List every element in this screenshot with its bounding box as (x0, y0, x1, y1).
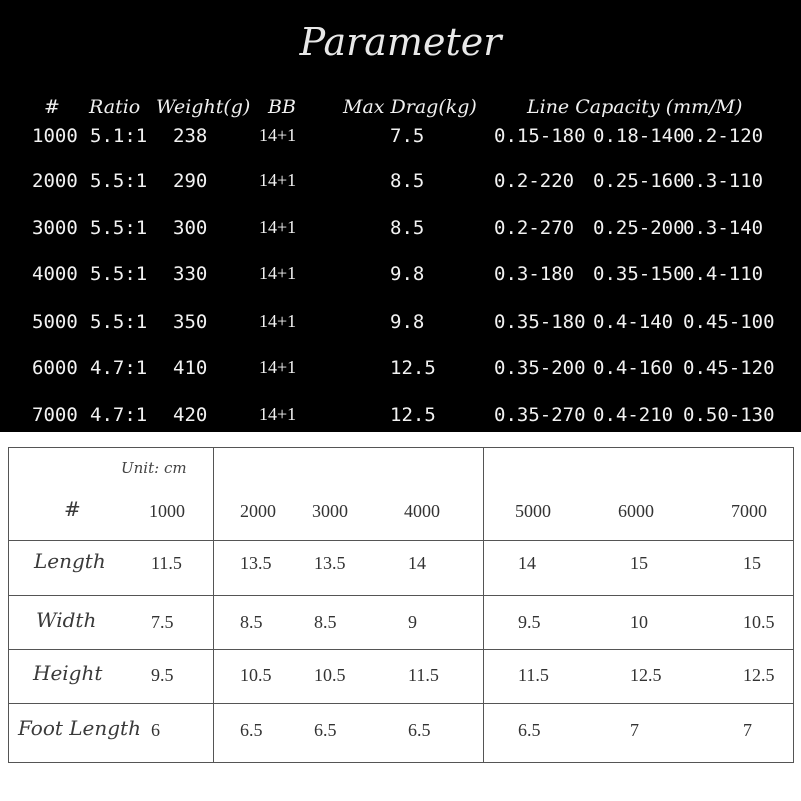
ratio-cell: 4.7:1 (90, 357, 148, 379)
dimension-table (8, 447, 794, 763)
header-line-capacity: Line Capacity (mm/M) (527, 96, 743, 118)
max-drag-cell: 12.5 (390, 357, 436, 379)
dimension-value: 15 (630, 553, 648, 573)
unit-label: Unit: cm (121, 459, 187, 477)
line-capacity-cell: 0.18-140 (593, 125, 685, 147)
dimension-value: 7 (743, 720, 752, 740)
line-capacity-cell: 0.4-160 (593, 357, 674, 379)
line-capacity-cell: 0.35-200 (494, 357, 586, 379)
dimension-value: 6.5 (314, 720, 337, 740)
dimension-value: 14 (408, 553, 426, 573)
dimension-value: 6.5 (408, 720, 431, 740)
line-capacity-cell: 0.25-200 (593, 217, 685, 239)
bb-cell: 14+1 (259, 125, 297, 145)
weight-cell: 410 (173, 357, 208, 379)
model-header: 4000 (404, 501, 440, 521)
row-label-foot-length: Foot Length (18, 716, 141, 740)
dimension-value: 7.5 (151, 612, 174, 632)
dimension-value: 15 (743, 553, 761, 573)
header-model: # (44, 96, 60, 118)
line-capacity-cell: 0.3-180 (494, 263, 575, 285)
dimension-value: 7 (630, 720, 639, 740)
max-drag-cell: 9.8 (390, 311, 425, 333)
weight-cell: 300 (173, 217, 208, 239)
line-capacity-cell: 0.35-180 (494, 311, 586, 333)
dimension-value: 11.5 (518, 665, 549, 685)
dimension-value: 11.5 (151, 553, 182, 573)
dimension-value: 9.5 (151, 665, 174, 685)
dimension-value: 10 (630, 612, 648, 632)
ratio-cell: 5.1:1 (90, 125, 148, 147)
line-capacity-cell: 0.35-150 (593, 263, 685, 285)
line-capacity-cell: 0.2-120 (683, 125, 764, 147)
dimension-value: 8.5 (240, 612, 263, 632)
row-label-width: Width (36, 608, 97, 632)
model-header: 5000 (515, 501, 551, 521)
line-capacity-cell: 0.4-110 (683, 263, 764, 285)
dimension-value: 13.5 (240, 553, 272, 573)
bb-cell: 14+1 (259, 404, 297, 424)
line-capacity-cell: 0.3-110 (683, 170, 764, 192)
max-drag-cell: 7.5 (390, 125, 425, 147)
max-drag-cell: 8.5 (390, 170, 425, 192)
grid-line (8, 703, 794, 704)
model-header: 2000 (240, 501, 276, 521)
grid-line (213, 447, 214, 763)
dimension-value: 12.5 (630, 665, 662, 685)
weight-cell: 420 (173, 404, 208, 426)
dimension-value: 6.5 (518, 720, 541, 740)
line-capacity-cell: 0.4-210 (593, 404, 674, 426)
line-capacity-cell: 0.2-270 (494, 217, 575, 239)
header-weight: Weight(g) (156, 96, 251, 118)
dimension-value: 6 (151, 720, 160, 740)
dimension-value: 12.5 (743, 665, 775, 685)
weight-cell: 350 (173, 311, 208, 333)
bb-cell: 14+1 (259, 170, 297, 190)
ratio-cell: 4.7:1 (90, 404, 148, 426)
bb-cell: 14+1 (259, 217, 297, 237)
ratio-cell: 5.5:1 (90, 217, 148, 239)
line-capacity-cell: 0.25-160 (593, 170, 685, 192)
dimension-value: 6.5 (240, 720, 263, 740)
ratio-cell: 5.5:1 (90, 311, 148, 333)
bb-cell: 14+1 (259, 311, 297, 331)
header-max-drag: Max Drag(kg) (343, 96, 477, 118)
line-capacity-cell: 0.3-140 (683, 217, 764, 239)
page-title: Parameter (299, 20, 502, 64)
line-capacity-cell: 0.45-100 (683, 311, 775, 333)
dimension-value: 10.5 (240, 665, 272, 685)
line-capacity-cell: 0.15-180 (494, 125, 586, 147)
max-drag-cell: 8.5 (390, 217, 425, 239)
dimension-value: 13.5 (314, 553, 346, 573)
dimension-value: 9.5 (518, 612, 541, 632)
weight-cell: 238 (173, 125, 208, 147)
weight-cell: 290 (173, 170, 208, 192)
max-drag-cell: 12.5 (390, 404, 436, 426)
line-capacity-cell: 0.4-140 (593, 311, 674, 333)
row-label-height: Height (33, 661, 103, 685)
grid-line (8, 447, 9, 763)
grid-line (8, 540, 794, 541)
model-header: 7000 (731, 501, 767, 521)
dimension-value: 10.5 (314, 665, 346, 685)
dimension-value: 9 (408, 612, 417, 632)
dimension-value: 11.5 (408, 665, 439, 685)
model-cell: 6000 (32, 357, 78, 379)
grid-line (8, 595, 794, 596)
grid-line (8, 447, 794, 448)
dimension-value: 10.5 (743, 612, 775, 632)
model-header: 1000 (149, 501, 185, 521)
bb-cell: 14+1 (259, 357, 297, 377)
line-capacity-cell: 0.45-120 (683, 357, 775, 379)
line-capacity-cell: 0.2-220 (494, 170, 575, 192)
max-drag-cell: 9.8 (390, 263, 425, 285)
row-label-length: Length (34, 549, 106, 573)
header-bb: BB (268, 96, 296, 118)
line-capacity-cell: 0.50-130 (683, 404, 775, 426)
model-cell: 2000 (32, 170, 78, 192)
dimension-value: 14 (518, 553, 536, 573)
ratio-cell: 5.5:1 (90, 263, 148, 285)
model-cell: 5000 (32, 311, 78, 333)
model-cell: 3000 (32, 217, 78, 239)
line-capacity-cell: 0.35-270 (494, 404, 586, 426)
grid-line (8, 649, 794, 650)
grid-line (483, 447, 484, 763)
grid-line (793, 447, 794, 763)
weight-cell: 330 (173, 263, 208, 285)
model-header: 3000 (312, 501, 348, 521)
bb-cell: 14+1 (259, 263, 297, 283)
model-cell: 4000 (32, 263, 78, 285)
hash-label: # (64, 497, 81, 521)
grid-line (8, 762, 794, 763)
model-cell: 1000 (32, 125, 78, 147)
model-cell: 7000 (32, 404, 78, 426)
model-header: 6000 (618, 501, 654, 521)
ratio-cell: 5.5:1 (90, 170, 148, 192)
dimension-value: 8.5 (314, 612, 337, 632)
header-ratio: Ratio (89, 96, 141, 118)
